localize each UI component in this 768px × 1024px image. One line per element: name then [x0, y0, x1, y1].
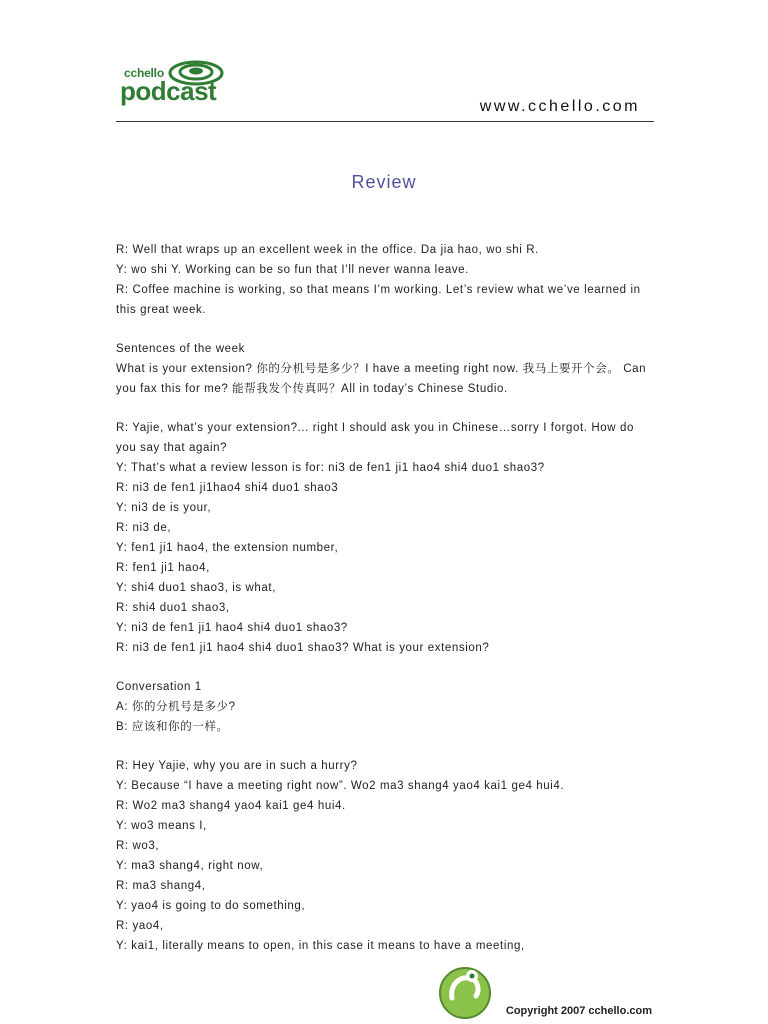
text-line: Y: ni3 de fen1 ji1 hao4 shi4 duo1 shao3? — [116, 622, 348, 634]
header-divider — [116, 121, 654, 122]
text-line: you fax this for me? 能帮我发个传真吗？All in today’s Chinese Studio. — [116, 383, 508, 395]
text-line: this great week. — [116, 304, 207, 316]
text-line: R: ni3 de fen1 ji1 hao4 shi4 duo1 shao3? What is your extension? — [116, 642, 490, 654]
text-line: you say that again? — [116, 442, 228, 454]
text-line: R: wo3, — [116, 840, 160, 852]
text-line: R: shi4 duo1 shao3, — [116, 602, 230, 614]
text-line: Y: That’s what a review lesson is for: ni3 de fen1 ji1 hao4 shi4 duo1 shao3? — [116, 462, 545, 474]
cchello-footer-icon — [436, 962, 494, 1020]
paragraph-gap — [116, 399, 656, 418]
text-line: Y: fen1 ji1 hao4, the extension number, — [116, 542, 339, 554]
section-heading: Sentences of the week — [116, 343, 245, 355]
text-line: R: ma3 shang4, — [116, 880, 206, 892]
text-line: R: Well that wraps up an excellent week in the office. Da jia hao, wo shi R. — [116, 244, 539, 256]
cchello-podcast-logo — [120, 58, 230, 110]
text-line: Y: Because “I have a meeting right now”. Wo2 ma3 shang4 yao4 kai1 ge4 hui4. — [116, 780, 565, 792]
text-line: Y: ni3 de is your, — [116, 502, 212, 514]
text-line: R: Yajie, what’s your extension?... right I should ask you in Chinese…sorry I forgot. How do — [116, 422, 634, 434]
page-title: Review — [351, 172, 417, 192]
paragraph-gap — [116, 320, 656, 339]
text-line: A: 你的分机号是多少? — [116, 701, 236, 713]
text-line: What is your extension? 你的分机号是多少？I have a meeting right now. 我马上要开个会。 Can — [116, 363, 647, 375]
text-line: Y: yao4 is going to do something, — [116, 900, 306, 912]
text-line: Y: ma3 shang4, right now, — [116, 860, 264, 872]
text-line: Y: wo shi Y. Working can be so fun that I’ll never wanna leave. — [116, 264, 469, 276]
logo-small-text: cchello — [124, 66, 164, 80]
text-line: R: ni3 de, — [116, 522, 172, 534]
paragraph-gap — [116, 658, 656, 677]
text-line: R: ni3 de fen1 ji1hao4 shi4 duo1 shao3 — [116, 482, 339, 494]
text-line: R: yao4, — [116, 920, 164, 932]
document-body — [116, 240, 656, 956]
text-line: R: Wo2 ma3 shang4 yao4 kai1 ge4 hui4. — [116, 800, 346, 812]
section-heading: Conversation 1 — [116, 681, 202, 693]
copyright-text: Copyright 2007 cchello.com — [505, 1005, 652, 1017]
text-line: B: 应该和你的一样。 — [116, 721, 229, 733]
text-line: R: fen1 ji1 hao4, — [116, 562, 210, 574]
text-line: R: Hey Yajie, why you are in such a hurry? — [116, 760, 358, 772]
logo-big-text: podcast — [120, 76, 217, 106]
text-line: Y: shi4 duo1 shao3, is what, — [116, 582, 277, 594]
text-line: Y: wo3 means I, — [116, 820, 207, 832]
site-url: www.cchello.com — [479, 98, 640, 115]
text-line: R: Coffee machine is working, so that means I’m working. Let’s review what we’ve learned in — [116, 284, 641, 296]
paragraph-gap — [116, 737, 656, 756]
text-line: Y: kai1, literally means to open, in this case it means to have a meeting, — [116, 940, 525, 952]
